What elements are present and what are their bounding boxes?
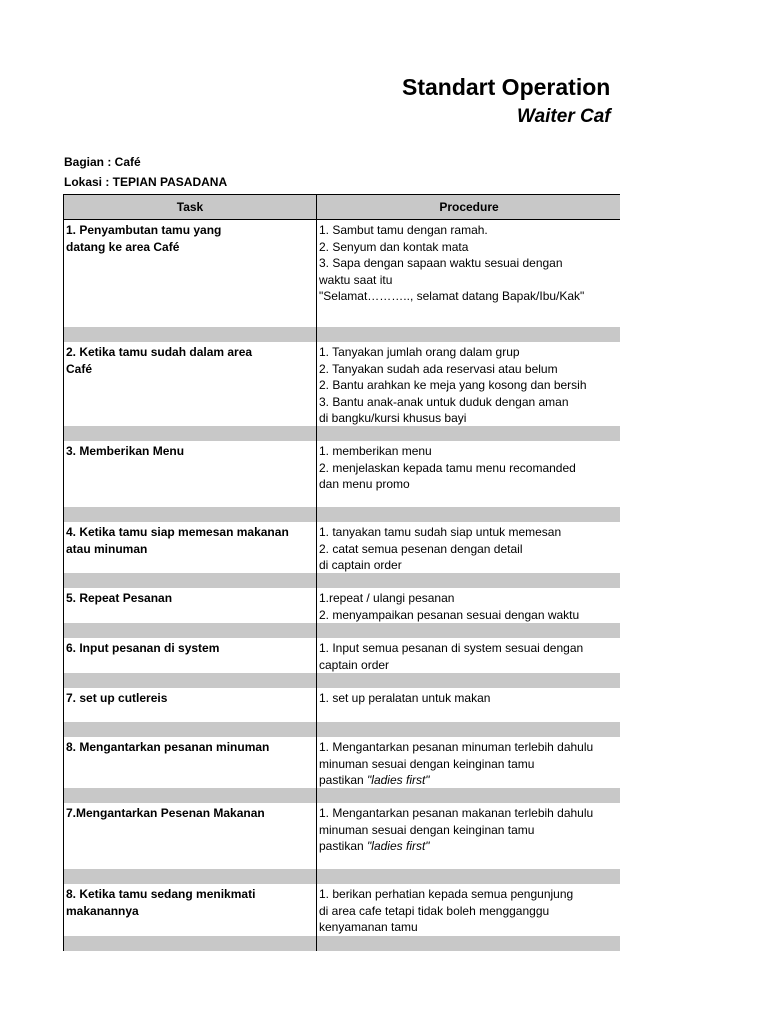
procedure-line: 1. Mengantarkan pesanan makanan terlebih dahulu [319, 806, 594, 820]
table-row [64, 884, 620, 936]
task-line: 4. Ketika tamu siap memesan makanan [66, 525, 289, 539]
task-cell [64, 638, 317, 673]
row-separator [64, 722, 620, 737]
table-row [64, 737, 620, 788]
column-header-procedure: Procedure [439, 200, 499, 214]
task-cell [64, 803, 317, 869]
lokasi-label: Lokasi : TEPIAN PASADANA [64, 175, 228, 189]
table-header [64, 195, 620, 220]
procedure-cell [317, 688, 620, 722]
procedure-line: "Selamat……….., selamat datang Bapak/Ibu/Kak" [319, 289, 585, 303]
task-cell [64, 688, 317, 722]
task-line: makanannya [66, 904, 139, 918]
row-separator [64, 623, 620, 638]
bagian-label: Bagian : Café [64, 155, 141, 169]
procedure-line: waktu saat itu [319, 272, 393, 287]
task-cell [64, 342, 317, 426]
procedure-emphasis: "ladies first" [367, 773, 430, 787]
procedure-line: 1. memberikan menu [319, 444, 432, 458]
table-row [64, 638, 620, 673]
task-cell [64, 220, 317, 327]
procedure-line: captain order [319, 657, 390, 672]
row-separator [64, 673, 620, 688]
procedure-cell [317, 803, 620, 869]
procedure-line: 1. berikan perhatian kepada semua pengunjung [319, 887, 574, 901]
procedure-line: 2. catat semua pesenan dengan detail [319, 541, 523, 556]
row-separator [64, 507, 620, 522]
procedure-line: kenyamanan tamu [319, 920, 418, 934]
table-row [64, 588, 620, 623]
task-line: 1. Penyambutan tamu yang [66, 223, 222, 237]
task-line: 7.Mengantarkan Pesenan Makanan [66, 806, 265, 820]
procedure-line: 3. Bantu anak-anak untuk duduk dengan aman [319, 394, 569, 409]
procedure-line: minuman sesuai dengan keinginan tamu [319, 822, 535, 837]
row-separator [64, 936, 620, 951]
task-cell [64, 588, 317, 623]
procedure-cell [317, 441, 620, 507]
procedure-line: 1. Mengantarkan pesanan minuman terlebih dahulu [319, 740, 594, 754]
procedure-line: di area cafe tetapi tidak boleh mengganggu [319, 903, 550, 918]
procedure-cell [317, 342, 620, 426]
task-line: 8. Mengantarkan pesanan minuman [66, 740, 270, 754]
table-row [64, 342, 620, 426]
procedure-cell [317, 884, 620, 936]
task-line: atau minuman [66, 542, 148, 556]
document-subtitle: Waiter Caf [517, 106, 611, 127]
procedure-line: 1. Sambut tamu dengan ramah. [319, 223, 488, 237]
row-separator [64, 788, 620, 803]
procedure-line: 2. menjelaskan kepada tamu menu recomanded [319, 460, 576, 475]
procedure-emphasis: "ladies first" [367, 839, 430, 853]
procedure-text: pastikan [319, 773, 368, 787]
procedure-text: pastikan [319, 839, 368, 853]
row-separator [64, 327, 620, 342]
task-cell [64, 522, 317, 573]
procedure-line: 3. Sapa dengan sapaan waktu sesuai dengan [319, 256, 563, 270]
task-cell [64, 737, 317, 788]
procedure-line: 1. tanyakan tamu sudah siap untuk memesan [319, 525, 562, 539]
task-line: 6. Input pesanan di system [66, 641, 220, 655]
task-cell [64, 884, 317, 936]
procedure-cell [317, 522, 620, 573]
table-row [64, 803, 620, 869]
table-row [64, 522, 620, 573]
procedure-cell [317, 220, 620, 327]
document-title: Standart Operation [402, 74, 611, 100]
row-separator [64, 573, 620, 588]
procedure-line: 1. set up peralatan untuk makan [319, 691, 491, 705]
table-row [64, 220, 620, 327]
row-separator [64, 426, 620, 441]
task-line: datang ke area Café [66, 240, 180, 254]
task-line: 5. Repeat Pesanan [66, 591, 173, 605]
table-row [64, 688, 620, 722]
procedure-line: di captain order [319, 558, 402, 572]
task-line: 7. set up cutlereis [66, 691, 168, 705]
procedure-line: 1.repeat / ulangi pesanan [319, 591, 455, 605]
column-header-task: Task [64, 195, 317, 219]
sop-table [63, 194, 620, 951]
procedure-line: 2. menyampaikan pesanan sesuai dengan waktu [319, 607, 580, 622]
procedure-cell [317, 638, 620, 673]
table-row [64, 441, 620, 507]
procedure-line: minuman sesuai dengan keinginan tamu [319, 756, 535, 771]
row-separator [64, 869, 620, 884]
procedure-line: 1. Tanyakan jumlah orang dalam grup [319, 345, 520, 359]
procedure-line: 2. Bantu arahkan ke meja yang kosong dan bersih [319, 378, 587, 392]
task-cell [64, 441, 317, 507]
procedure-line [319, 838, 620, 855]
task-line: 2. Ketika tamu sudah dalam area [66, 345, 253, 359]
procedure-line: di bangku/kursi khusus bayi [319, 411, 467, 425]
procedure-line [319, 772, 620, 789]
procedure-line: 1. Input semua pesanan di system sesuai dengan [319, 641, 584, 655]
task-line: Café [66, 362, 93, 376]
task-line: 3. Memberikan Menu [66, 444, 185, 458]
procedure-line: 2. Senyum dan kontak mata [319, 239, 469, 254]
procedure-line: dan menu promo [319, 477, 410, 491]
procedure-line: 2. Tanyakan sudah ada reservasi atau belum [319, 361, 558, 376]
task-line: 8. Ketika tamu sedang menikmati [66, 887, 256, 901]
procedure-cell [317, 588, 620, 623]
procedure-cell [317, 737, 620, 788]
